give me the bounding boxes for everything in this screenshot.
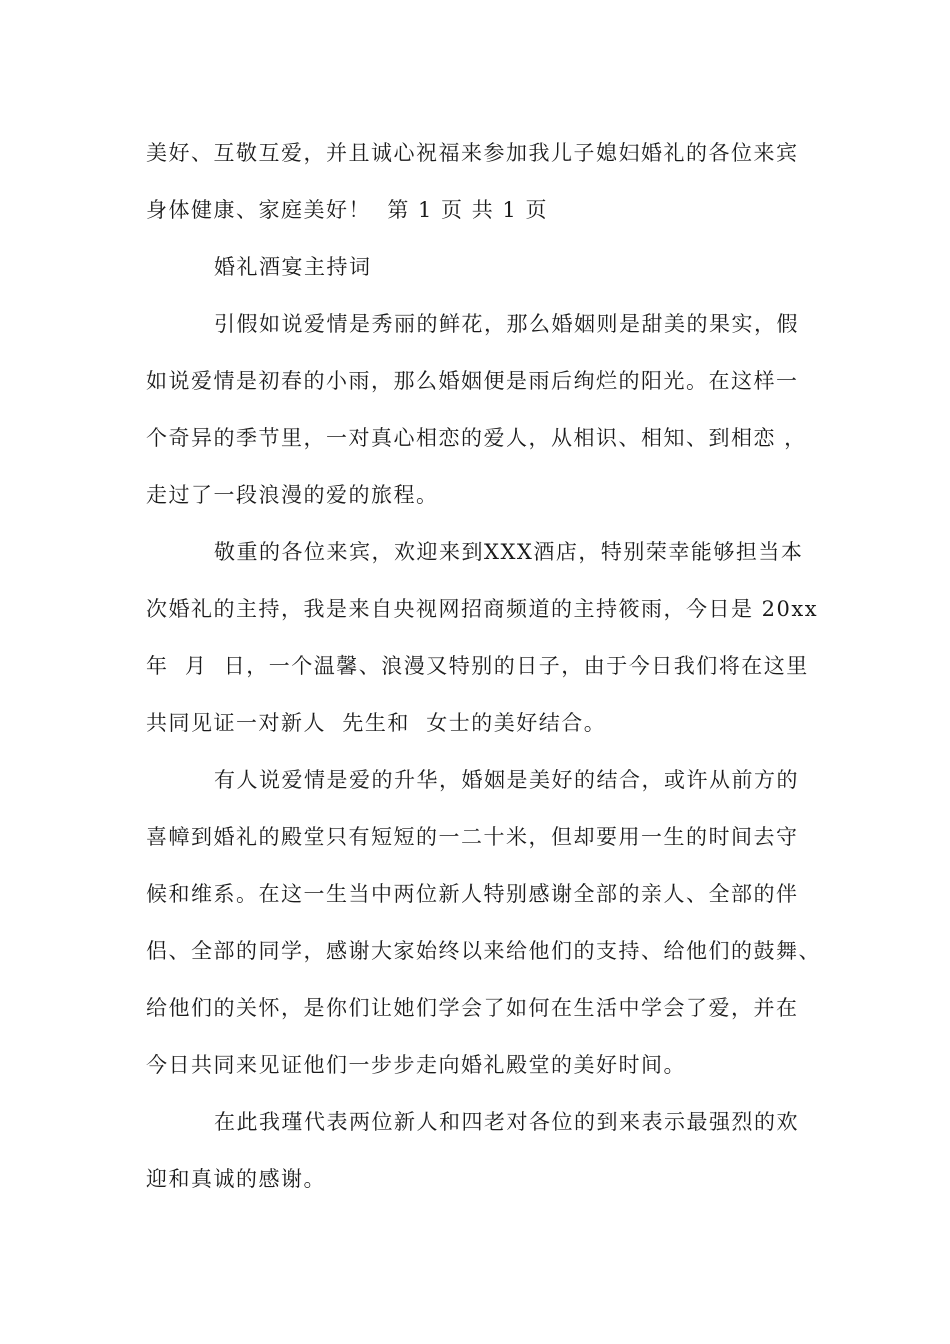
text-line: 美好、互敬互爱，并且诚心祝福来参加我儿子媳妇婚礼的各位来宾	[146, 141, 799, 165]
text-line: 走过了一段浪漫的爱的旅程。	[146, 483, 439, 507]
text-line: 次婚礼的主持，我是来自央视网招商频道的主持筱雨，今日是 20xx	[146, 597, 819, 621]
text-line: 敬重的各位来宾，欢迎来到XXX酒店，特别荣幸能够担当本	[214, 540, 804, 564]
text-line: 给他们的关怀，是你们让她们学会了如何在生活中学会了爱，并在	[146, 996, 799, 1020]
text-line: 如说爱情是初春的小雨，那么婚姻便是雨后绚烂的阳光。在这样一	[146, 369, 799, 393]
text-line: 个奇异的季节里，一对真心相恋的爱人，从相识、相知、到相恋 ，	[146, 426, 807, 450]
text-line: 今日共同来见证他们一步步走向婚礼殿堂的美好时间。	[146, 1053, 686, 1077]
text-line: 在此我瑾代表两位新人和四老对各位的到来表示最强烈的欢	[214, 1110, 799, 1134]
text-line: 侣、全部的同学，感谢大家始终以来给他们的支持、给他们的鼓舞、	[146, 939, 821, 963]
text-line: 有人说爱情是爱的升华，婚姻是美好的结合，或许从前方的	[214, 768, 799, 792]
text-line: 身体健康、家庭美好！ 第 1 页 共 1 页	[146, 198, 548, 222]
text-line: 喜幛到婚礼的殿堂只有短短的一二十米，但却要用一生的时间去守	[146, 825, 799, 849]
text-line: 引假如说爱情是秀丽的鲜花，那么婚姻则是甜美的果实，假	[214, 312, 799, 336]
text-line: 候和维系。在这一生当中两位新人特别感谢全部的亲人、全部的伴	[146, 882, 799, 906]
text-line: 年 月 日，一个温馨、浪漫又特别的日子，由于今日我们将在这里	[146, 654, 809, 678]
section-title: 婚礼酒宴主持词	[214, 255, 372, 279]
text-line: 共同见证一对新人 先生和 女士的美好结合。	[146, 711, 607, 735]
text-line: 迎和真诚的感谢。	[146, 1167, 326, 1191]
